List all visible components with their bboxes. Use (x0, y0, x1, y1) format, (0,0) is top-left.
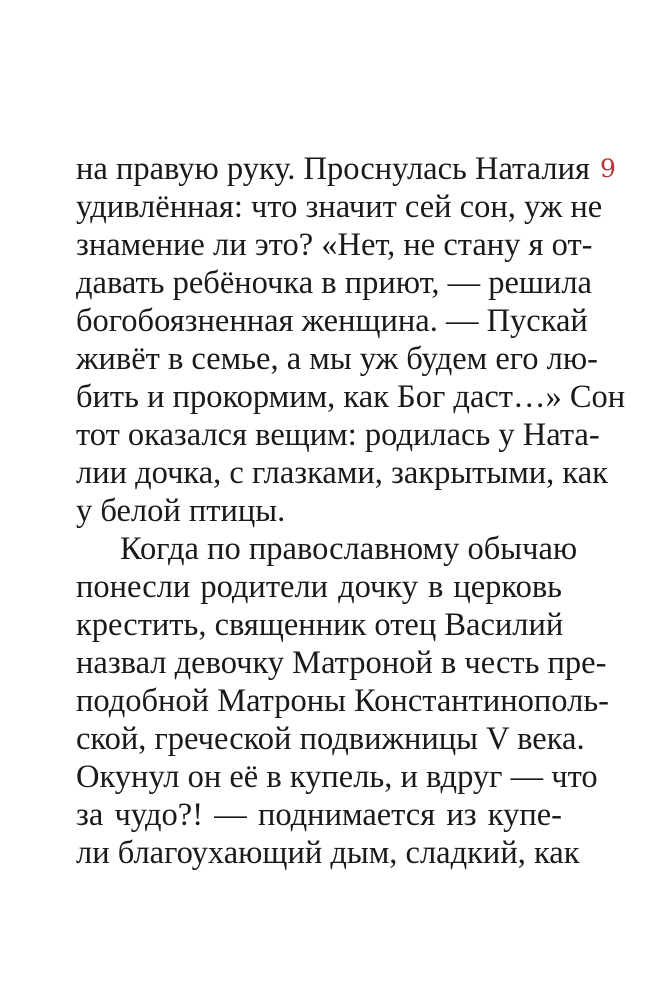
paragraph-start-line: Когда по православному обычаю (120, 531, 578, 567)
text-line: за чудо?! — поднимается из купе- (76, 797, 562, 833)
text-line: бить и прокормим, как Бог даст…» Сон (76, 379, 626, 415)
paragraph-end-line: у белой птицы. (76, 493, 286, 529)
text-line: богобоязненная женщина. — Пускай (76, 303, 588, 339)
text-line: удивлённая: что значит сей сон, уж не (76, 189, 603, 225)
text-line: крестить, священник отец Василий (76, 607, 564, 643)
text-line: Окунул он её в купель, и вдруг — что (76, 759, 598, 795)
text-line: знамение ли это? «Нет, не стану я от- (76, 227, 593, 263)
text-line: ской, греческой подвижницы V века. (76, 721, 585, 757)
text-line: тот оказался вещим: родилась у Ната- (76, 417, 600, 453)
text-line: живёт в семье, а мы уж будем его лю- (76, 341, 598, 377)
text-line: подобной Матроны Константинополь- (76, 683, 609, 719)
text-line: давать ребёночка в приют, — решила (76, 265, 592, 301)
text-line: лии дочка, с глазками, закрытыми, как (76, 455, 608, 491)
text-line: ли благоухающий дым, сладкий, как (76, 835, 580, 871)
page-number: 9 (600, 154, 616, 183)
body-text (76, 150, 626, 872)
text-line: назвал девочку Матроной в честь пре- (76, 645, 607, 681)
text-line: на правую руку. Проснулась Наталия (76, 151, 590, 187)
text-line: понесли родители дочку в церковь (76, 569, 562, 605)
